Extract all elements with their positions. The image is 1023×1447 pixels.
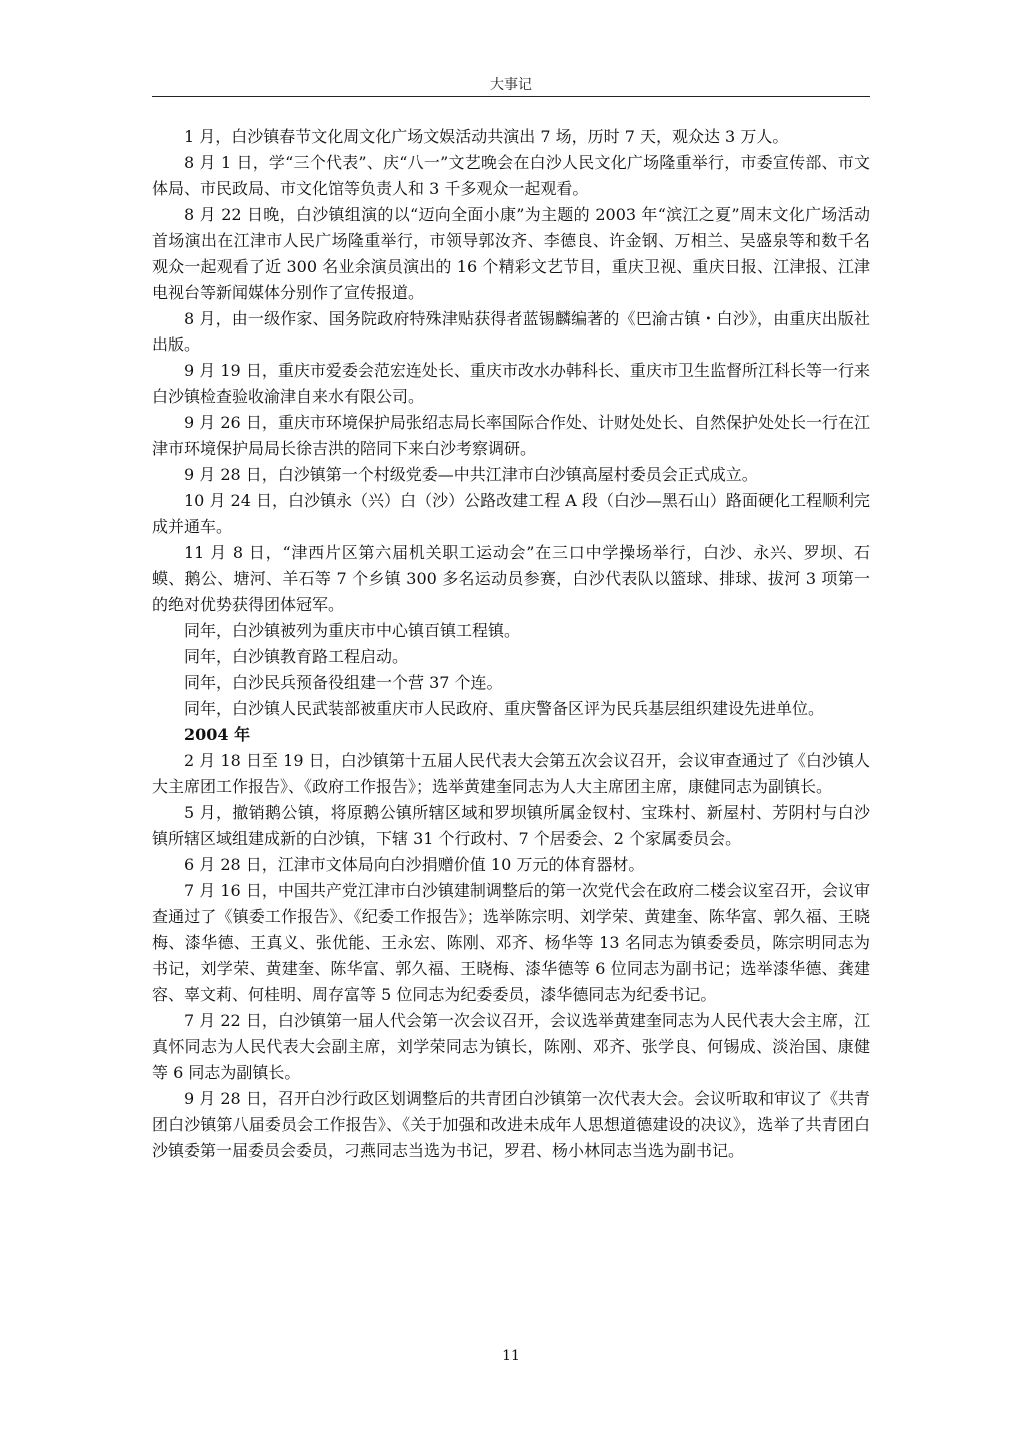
entry-paragraph: 6 月 28 日，江津市文体局向白沙捐赠价值 10 万元的体育器材。 (184, 855, 645, 874)
chronicle-body (152, 124, 870, 1164)
year-heading: 2004 年 (184, 725, 251, 744)
entry-paragraph: 同年，白沙镇人民武装部被重庆市人民政府、重庆警备区评为民兵基层组织建设先进单位。 (184, 699, 825, 718)
page-number: 11 (502, 1348, 520, 1364)
entry-paragraph: 5 月，撤销鹅公镇，将原鹅公镇所辖区域和罗坝镇所属金钗村、宝珠村、新屋村、芳阴村与白沙镇所辖区域组建成新的白沙镇，下辖 31 个行政村、7 个居委会、2 个家属委员会。 (152, 803, 870, 848)
entry-paragraph: 8 月 22 日晚，白沙镇组演的以“迈向全面小康”为主题的 2003 年“滨江之夏”周末文化广场活动首场演出在江津市人民广场隆重举行，市领导郭汝齐、李德良、许金钢、万相兰、吴盛泉等和数千名观众一起观看了近 300 名业余演员演出的 16 个精彩文艺节目，重庆卫视、重庆日报、江津报、江津电视台等新闻媒体分别作了宣传报道。 (152, 205, 870, 302)
entry-paragraph: 9 月 28 日，召开白沙行政区划调整后的共青团白沙镇第一次代表大会。会议听取和审议了《共青团白沙镇第八届委员会工作报告》、《关于加强和改进未成年人思想道德建设的决议》，选举了共青团白沙镇委第一届委员会委员，刁燕同志当选为书记，罗君、杨小林同志当选为副书记。 (152, 1089, 870, 1160)
entry-paragraph: 10 月 24 日，白沙镇永（兴）白（沙）公路改建工程 A 段（白沙—黑石山）路面硬化工程顺利完成并通车。 (152, 491, 870, 536)
entry-paragraph: 9 月 28 日，白沙镇第一个村级党委—中共江津市白沙镇高屋村委员会正式成立。 (184, 465, 758, 484)
entry-paragraph: 9 月 26 日，重庆市环境保护局张绍志局长率国际合作处、计财处处长、自然保护处处长一行在江津市环境保护局局长徐吉洪的陪同下来白沙考察调研。 (152, 413, 870, 458)
entry-paragraph: 同年，白沙镇教育路工程启动。 (184, 647, 409, 666)
entry-paragraph: 同年，白沙镇被列为重庆市中心镇百镇工程镇。 (184, 621, 521, 640)
entry-paragraph: 同年，白沙民兵预备役组建一个营 37 个连。 (184, 673, 503, 692)
entry-paragraph: 7 月 16 日，中国共产党江津市白沙镇建制调整后的第一次党代会在政府二楼会议室召开，会议审查通过了《镇委工作报告》、《纪委工作报告》；选举陈宗明、刘学荣、黄建奎、陈华富、郭久福、王晓梅、漆华德、王真义、张优能、王永宏、陈刚、邓齐、杨华等 13 名同志为镇委委员，陈宗明同志为书记，刘学荣、黄建奎、陈华富、郭久福、王晓梅、漆华德等 6 位同志为副书记；选举漆华德、龚建容、辜文莉、何桂明、周存富等 5 位同志为纪委委员，漆华德同志为纪委书记。 (152, 881, 870, 1004)
entry-paragraph: 1 月，白沙镇春节文化周文化广场文娱活动共演出 7 场，历时 7 天，观众达 3 万人。 (184, 127, 789, 146)
entry-paragraph: 8 月，由一级作家、国务院政府特殊津贴获得者蓝锡麟编著的《巴渝古镇・白沙》，由重庆出版社出版。 (152, 309, 870, 354)
running-header: 大事记 (490, 77, 532, 93)
entry-paragraph: 7 月 22 日，白沙镇第一届人代会第一次会议召开，会议选举黄建奎同志为人民代表大会主席，江真怀同志为人民代表大会副主席，刘学荣同志为镇长，陈刚、邓齐、张学良、何锡成、淡治国、康健等 6 同志为副镇长。 (152, 1011, 870, 1082)
header-rule (152, 96, 870, 97)
entry-paragraph: 8 月 1 日，学“三个代表”、庆“八一”文艺晚会在白沙人民文化广场隆重举行，市委宣传部、市文体局、市民政局、市文化馆等负责人和 3 千多观众一起观看。 (152, 153, 870, 198)
entry-paragraph: 2 月 18 日至 19 日，白沙镇第十五届人民代表大会第五次会议召开，会议审查通过了《白沙镇人大主席团工作报告》、《政府工作报告》；选举黄建奎同志为人大主席团主席，康健同志为副镇长。 (152, 751, 870, 796)
entry-paragraph: 11 月 8 日，“津西片区第六届机关职工运动会”在三口中学操场举行，白沙、永兴、罗坝、石蟆、鹅公、塘河、羊石等 7 个乡镇 300 多名运动员参赛，白沙代表队以篮球、排球、拔河 3 项第一的绝对优势获得团体冠军。 (152, 543, 870, 614)
entry-paragraph: 9 月 19 日，重庆市爱委会范宏连处长、重庆市改水办韩科长、重庆市卫生监督所江科长等一行来白沙镇检查验收渝津自来水有限公司。 (152, 361, 870, 406)
